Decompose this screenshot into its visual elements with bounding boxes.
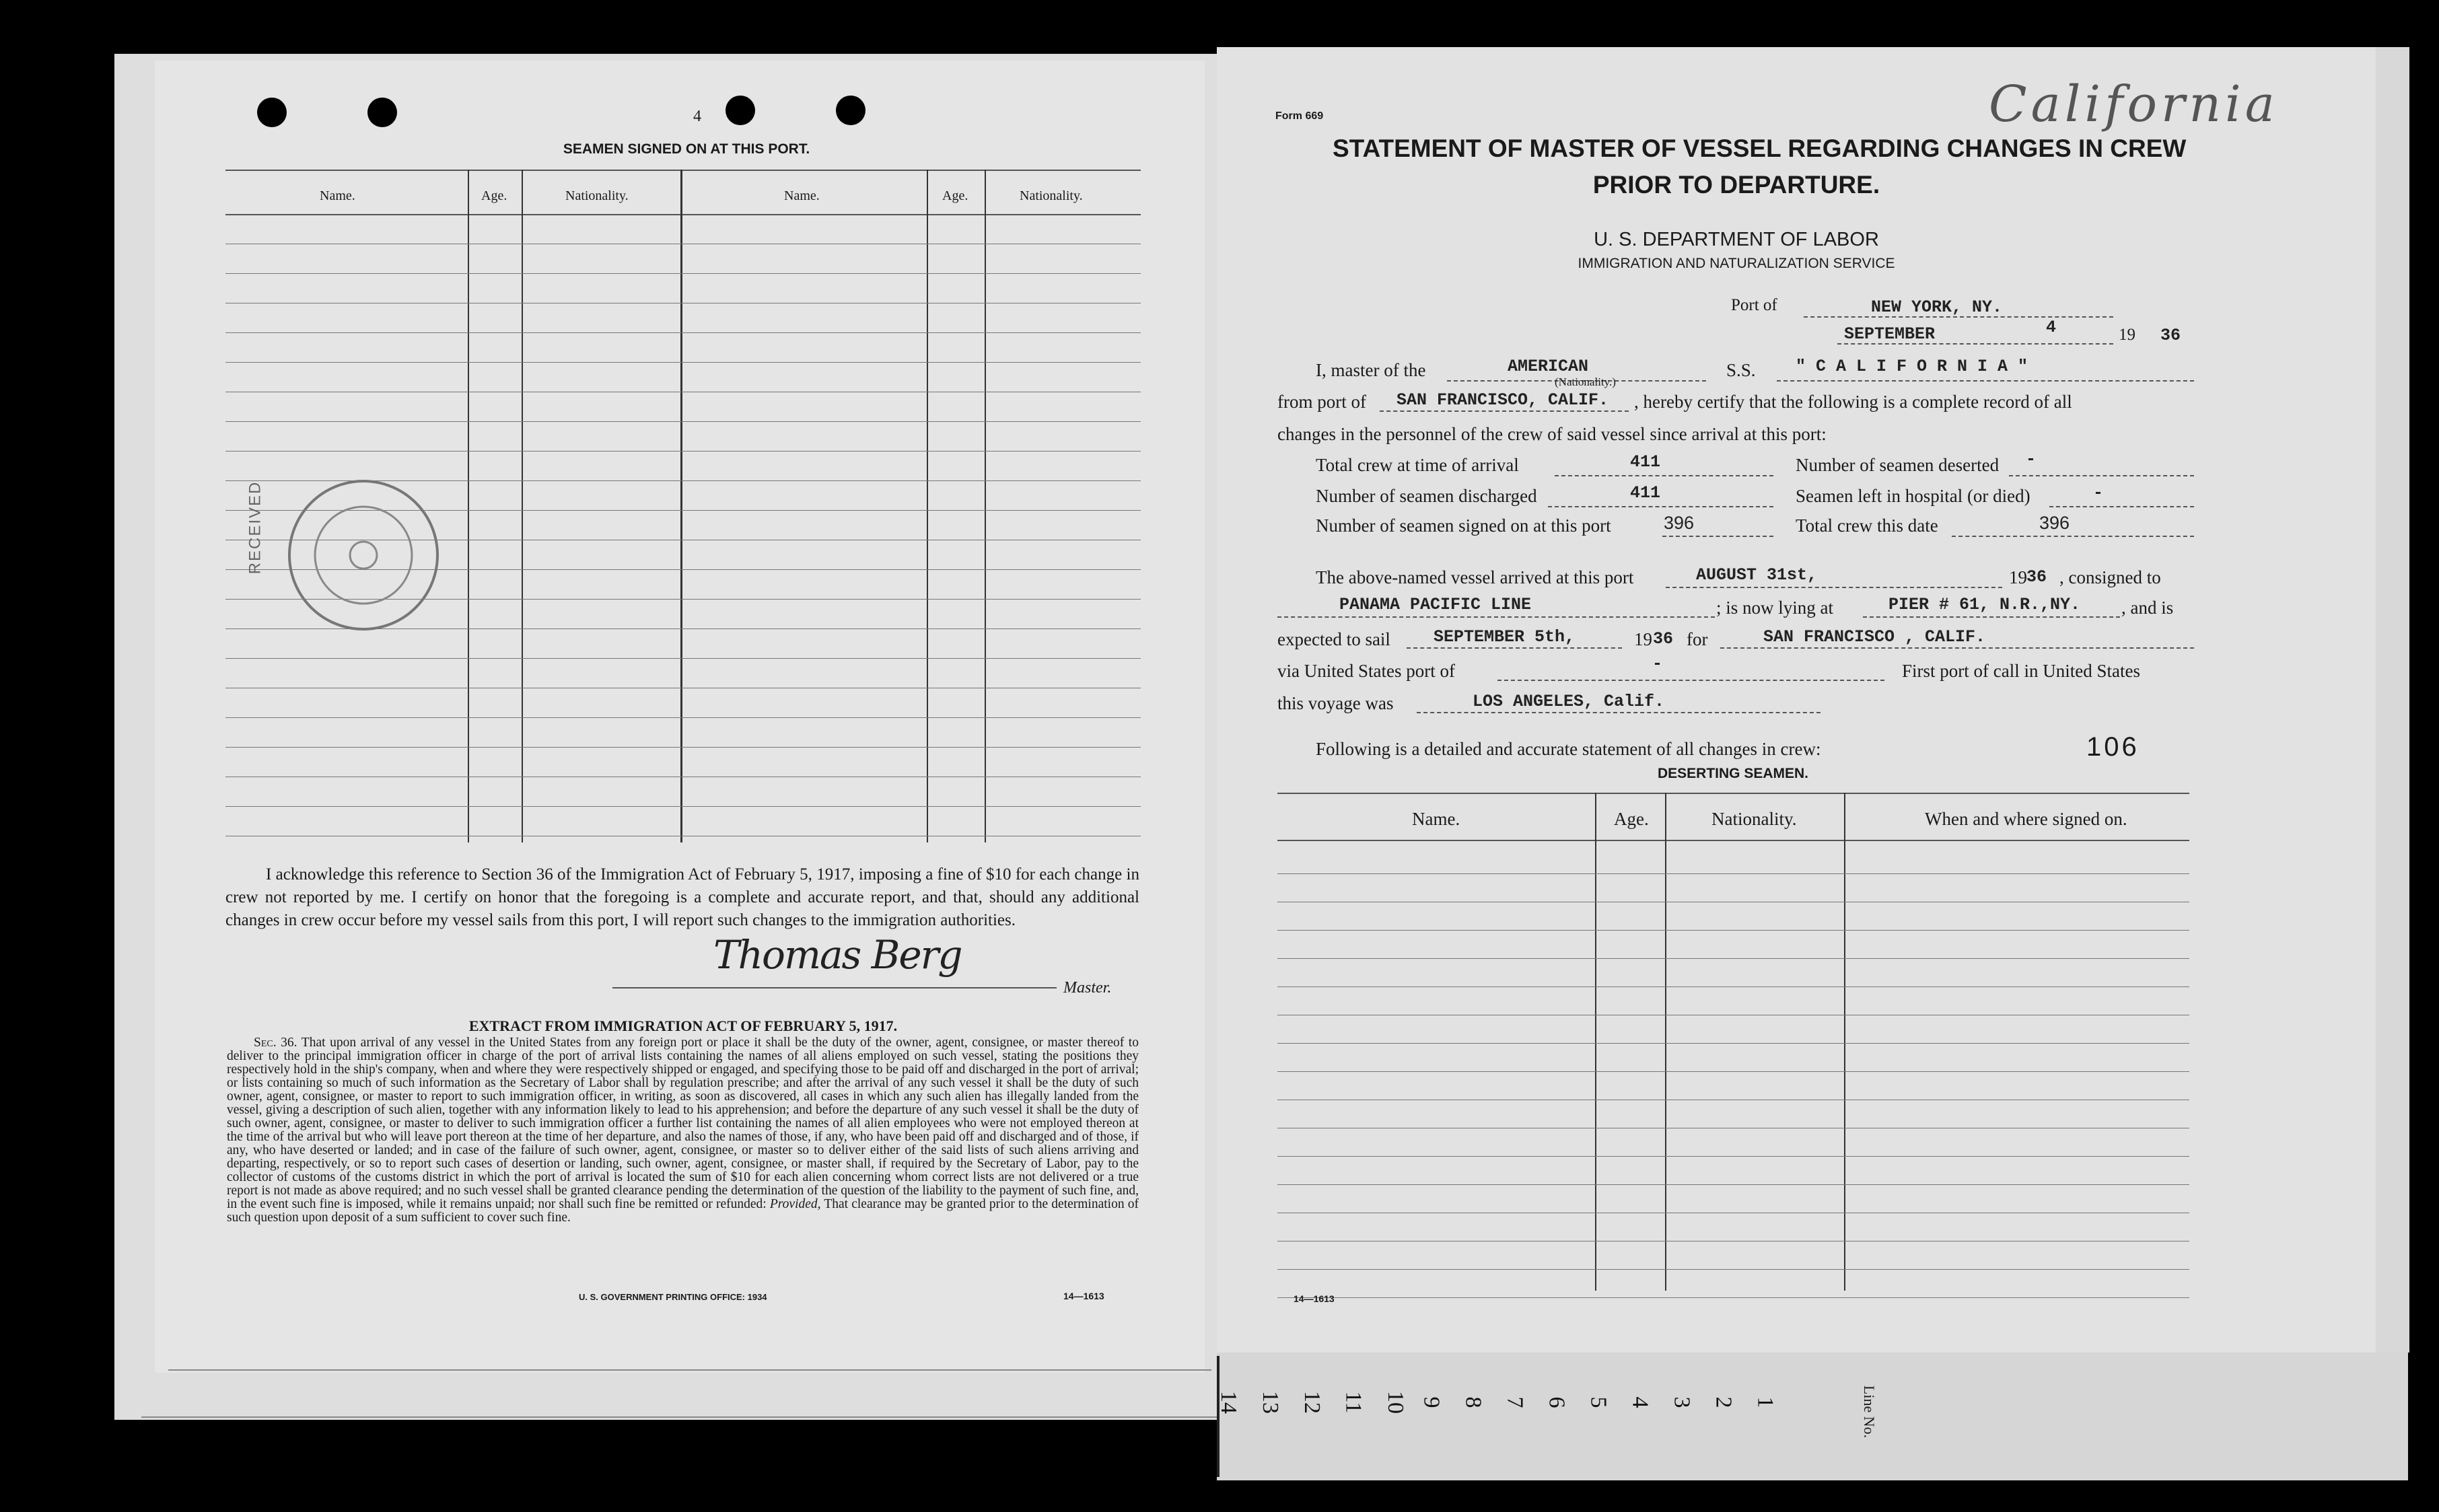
col-header-nationality: Nationality.: [565, 188, 629, 203]
signed-on-value: 396: [1664, 513, 1695, 533]
sail-value: SEPTEMBER 5th,: [1434, 627, 1576, 647]
via-value: -: [1652, 654, 1663, 674]
table-row-rule: [225, 717, 1141, 718]
ss-label: S.S.: [1726, 360, 1756, 380]
page-number: 4: [693, 108, 701, 125]
strip-line-number: 1: [1753, 1396, 1778, 1408]
line-no-label: Line No.: [1861, 1385, 1878, 1439]
destination-value: SAN FRANCISCO , CALIF.: [1763, 627, 1986, 647]
signed-on-label: Number of seamen signed on at this port: [1316, 515, 1611, 536]
table-row-rule: [225, 332, 1141, 333]
extract-text: That upon arrival of any vessel in the United States from any foreign port or place it shall be the duty of the owner, agent, consignee, or master thereof to deliver to the principal immigration officer in charge of the port of arrival lists containing the names of all aliens employed on such vessel, stating the positions they respectively hold in the ship's company, when and where they were respectively shipped or engaged, and specifying those to be paid off and discharged in the port of arrival; or lists containing so much of such information as the Secretary of Labor shall by regulation prescribe; and after the arrival of any such vessel it shall be the duty of such owner, agent, consignee, or master to report to such immigration officer, in writing, as soon as discovered, all cases in which any such alien has illegally landed from the vessel, giving a description of such alien, together with any information likely to lead to his apprehension; and before the departure of any such vessel it shall be the duty of such owner, agent, consignee, or master to deliver to such immigration officer a further list containing the names of all alien employees who were not employed thereon at the time of the arrival but who will leave port thereon at the time of her departure, and also the names of those, if any, who have been paid off and discharged and of those, if any, who have deserted or landed; and in case of the failure of such owner, agent, consignee, or master so to deliver either of the said lists of such aliens arriving and departing, respectively, or so to report such cases of desertion or landing, such owner, agent, consignee, or master shall, if required by the Secretary of Labor, pay to the collector of customs of the customs district in which the port of arrival is located the sum of $10 for each alien concerning whom correct lists are not delivered or a true report is not made as above required; and no such vessel shall be granted clearance pending the determination of the question of the liability to the payment of such fine, and, in the event such fine is imposed, while it remains unpaid; nor shall such fine be remitted or refunded:: [227, 1036, 1139, 1211]
table-row-rule: [1277, 1184, 2189, 1185]
desert-col-header-nationality: Nationality.: [1711, 809, 1797, 829]
following-label: Following is a detailed and accurate statement of all changes in crew:: [1316, 739, 1821, 759]
date-day: 4: [2046, 318, 2057, 337]
desert-col-header-signed-on: When and where signed on.: [1925, 809, 2127, 829]
expected-label: expected to sail: [1277, 629, 1390, 649]
voyage-value: LOS ANGELES, Calif.: [1473, 692, 1665, 711]
table-row-rule: [1277, 986, 2189, 987]
stamp-number: 106: [2086, 732, 2140, 762]
acknowledgement-paragraph: I acknowledge this reference to Section 36 of the Immigration Act of February 5, 1917, imposing a fine of $10 for each change in crew not reported by me. I certify on honor that the foregoing is a complete and accurate report, and that, should any additional changes in crew occur before my vessel sails from this port, I will report such changes to the immigration authorities.: [225, 865, 1139, 929]
table-row-rule: [1277, 930, 2189, 931]
extract-title: EXTRACT FROM IMMIGRATION ACT OF FEBRUARY 5, 1917.: [468, 1017, 898, 1034]
sail-year-prefix: 19: [1634, 629, 1652, 649]
via-label: via United States port of: [1277, 661, 1455, 681]
col-header-nationality-2: Nationality.: [1020, 188, 1083, 203]
col-header-age: Age.: [481, 188, 507, 203]
table-row-rule: [1277, 1269, 2189, 1270]
hospital-value: -: [2093, 483, 2104, 503]
deserting-seamen-table: [1277, 793, 2189, 1291]
ship-name: " C A L I F O R N I A ": [1796, 357, 2028, 376]
right-page-edge: [2376, 47, 2409, 1353]
discharged-label: Number of seamen discharged: [1316, 486, 1537, 506]
discharged-value: 411: [1630, 483, 1661, 503]
certify-text: , hereby certify that the following is a complete record of all: [1634, 392, 2072, 412]
extract-body: [227, 1036, 1139, 1225]
strip-line-number: 11: [1341, 1391, 1366, 1414]
date-month: SEPTEMBER: [1844, 324, 1936, 344]
department: U. S. DEPARTMENT OF LABOR: [1594, 229, 1879, 250]
punch-hole: [257, 98, 287, 127]
handwritten-california: California: [1989, 75, 2279, 133]
strip-line-number: 7: [1502, 1396, 1528, 1408]
service: IMMIGRATION AND NATURALIZATION SERVICE: [1578, 256, 1895, 271]
printing-office: U. S. GOVERNMENT PRINTING OFFICE: 1934: [579, 1292, 767, 1302]
strip-line-number: 5: [1586, 1396, 1611, 1408]
received-stamp: [246, 464, 451, 639]
strip-line-number: 8: [1460, 1396, 1486, 1408]
nationality-value: AMERICAN: [1508, 357, 1589, 376]
arrived-year-prefix: 19: [2009, 567, 2027, 587]
strip-line-number: 13: [1258, 1391, 1283, 1414]
strip-line-number: 14: [1216, 1391, 1241, 1414]
master-of-label: I, master of the: [1316, 360, 1426, 380]
master-label: Master.: [1063, 979, 1112, 997]
voyage-label: this voyage was: [1277, 693, 1394, 713]
date-year-prefix: 19: [2119, 326, 2135, 344]
first-port-label: First port of call in United States: [1902, 661, 2140, 681]
punch-hole: [836, 96, 865, 125]
deserted-label: Number of seamen deserted: [1796, 455, 2000, 475]
table-row-rule: [1277, 1156, 2189, 1157]
deserting-title: DESERTING SEAMEN.: [1657, 766, 1809, 781]
hospital-label: Seamen left in hospital (or died): [1796, 486, 2030, 506]
form-title-line-1: STATEMENT OF MASTER OF VESSEL REGARDING CHANGES IN CREW: [1333, 135, 2187, 162]
right-form-code: 14—1613: [1294, 1293, 1335, 1304]
left-section-title: SEAMEN SIGNED ON AT THIS PORT.: [563, 141, 810, 157]
left-form-code: 14—1613: [1063, 1291, 1104, 1301]
arrived-value: AUGUST 31st,: [1696, 565, 1818, 585]
table-row-rule: [225, 362, 1141, 363]
extract-tail: That clearance may be granted prior to the determination of such question upon deposit of a sum sufficient to cover such fine.: [227, 1197, 1139, 1225]
stamp-received-text: RECEIVED: [246, 480, 264, 575]
extract-provided: Provided,: [769, 1197, 821, 1211]
nationality-caption: (Nationality.): [1555, 375, 1616, 388]
from-port-value: SAN FRANCISCO, CALIF.: [1397, 390, 1609, 410]
master-signature: Thomas Berg: [713, 932, 962, 978]
table-row-rule: [225, 658, 1141, 659]
changes-text: changes in the personnel of the crew of said vessel since arrival at this port:: [1277, 424, 1827, 444]
from-port-label: from port of: [1277, 392, 1366, 412]
strip-line-number: 3: [1669, 1396, 1695, 1408]
strip-line-number: 10: [1383, 1391, 1408, 1414]
lying-label: ; is now lying at: [1716, 598, 1833, 618]
port-value: NEW YORK, NY.: [1871, 297, 2003, 317]
total-crew-arrival-label: Total crew at time of arrival: [1316, 455, 1519, 475]
extract-sec: Sec. 36.: [254, 1036, 297, 1050]
form-number: Form 669: [1275, 110, 1324, 122]
and-is-label: , and is: [2121, 598, 2174, 618]
arrived-label: The above-named vessel arrived at this port: [1316, 567, 1634, 587]
table-row-rule: [225, 421, 1141, 422]
strip-line-number: 6: [1544, 1396, 1569, 1408]
table-row-rule: [225, 806, 1141, 807]
strip-line-number: 4: [1627, 1396, 1653, 1408]
col-header-name-2: Name.: [784, 188, 820, 203]
strip-line-number: 9: [1419, 1396, 1444, 1408]
line-number-strip: [1217, 1356, 2408, 1477]
strip-line-number: 12: [1300, 1391, 1324, 1414]
col-header-age-2: Age.: [942, 188, 968, 203]
date-year-suffix: 36: [2160, 326, 2181, 345]
sail-year-suffix: 36: [1653, 629, 1674, 649]
total-crew-arrival-value: 411: [1630, 452, 1661, 472]
for-label: for: [1687, 629, 1708, 649]
form-title-line-2: PRIOR TO DEPARTURE.: [1592, 171, 1880, 199]
port-label: Port of: [1731, 296, 1777, 314]
desert-col-header-name: Name.: [1412, 809, 1460, 829]
table-row-rule: [1277, 873, 2189, 874]
consignee-value: PANAMA PACIFIC LINE: [1339, 595, 1532, 614]
consigned-label: , consigned to: [2059, 567, 2161, 587]
desert-col-header-age: Age.: [1614, 809, 1649, 829]
punch-hole: [726, 96, 755, 125]
table-row-rule: [1277, 958, 2189, 959]
signature-line: [612, 987, 1057, 988]
col-header-name: Name.: [320, 188, 355, 203]
total-crew-date-label: Total crew this date: [1796, 515, 1938, 536]
table-row-rule: [1277, 1043, 2189, 1044]
table-row-rule: [1277, 1297, 2189, 1298]
punch-hole: [367, 98, 397, 127]
lying-value: PIER # 61, N.R.,NY.: [1888, 595, 2081, 614]
deserted-value: -: [2026, 449, 2037, 469]
table-row-rule: [225, 273, 1141, 274]
total-crew-date-value: 396: [2039, 513, 2070, 533]
table-row-rule: [1277, 1071, 2189, 1072]
table-row-rule: [225, 747, 1141, 748]
arrived-year-suffix: 36: [2026, 567, 2047, 587]
strip-line-number: 2: [1711, 1396, 1736, 1408]
table-row-rule: [225, 451, 1141, 452]
